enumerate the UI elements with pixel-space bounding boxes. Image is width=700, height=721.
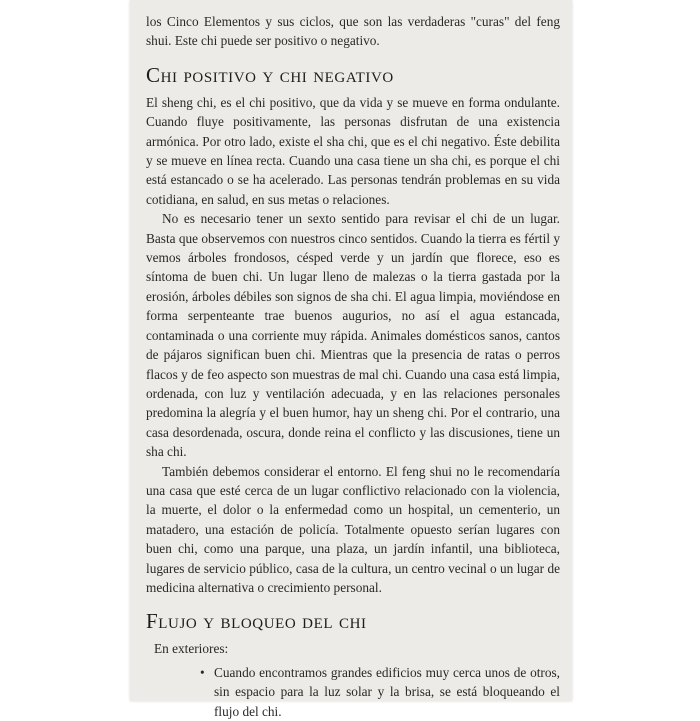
bullet-list — [146, 663, 560, 721]
bullet-icon: • — [200, 664, 205, 680]
list-item-text: Cuando encontramos grandes edificios muy cerca unos de otros, sin espacio para la luz solar y la brisa, se está bloqueando el flujo del chi. — [214, 664, 560, 719]
section-heading-chi-positivo: Chi positivo y chi negativo — [146, 62, 394, 87]
paragraph: También debemos considerar el entorno. El feng shui no le recomendaría una casa que esté cerca de un lugar conflictivo relacionado con la violencia, la muerte, el dolor o la enfermedad como un hospital, un cementerio, un matadero, una estación de policía. Totalmente opuesto serían lugares con buen chi, como una parque, una plaza, un jardín infantil, una biblioteca, lugares de servicio público, casa de la cultura, un centro vecinal o un lugar de medicina alternativa o crecimiento personal. — [146, 463, 560, 595]
section-heading-flujo-bloqueo: Flujo y bloqueo del chi — [146, 609, 367, 634]
page-content — [146, 12, 560, 721]
book-page — [130, 0, 572, 719]
paragraph: No es necesario tener un sexto sentido para revisar el chi de un lugar. Basta que observemos con nuestros cinco sentidos. Cuando la tierra es fértil y vemos árboles frondosos, césped verde y un jardín que florece, eso es síntoma de buen chi. Un lugar lleno de malezas o la tierra gastada por la erosión, árboles débiles son signos de sha chi. El agua limpia, moviéndose en forma serpenteante trae buenos augurios, no así el agua estancada, contaminada o una corriente muy rápida. Animales domésticos sanos, cantos de pájaros significan buen chi. Mientras que la presencia de ratas o perros flacos y de feo aspecto son muestras de mal chi. Cuando una casa está limpia, ordenada, con luz y ventilación adecuada, y en las relaciones personales predomina la alegría y el buen humor, hay un sheng chi. Por el contrario, una casa desordenada, oscura, donde reina el conflicto y las discusiones, tiene un sha chi. — [146, 211, 560, 460]
intro-paragraph: los Cinco Elementos y sus ciclos, que son las verdaderas "curas" del feng shui. Este chi puede ser positivo o negativo. — [146, 14, 560, 49]
lead-text: En exteriores: — [154, 641, 229, 657]
list-item — [200, 663, 560, 721]
paragraph: El sheng chi, es el chi positivo, que da vida y se mueve en forma ondulante. Cuando fluye positivamente, las personas disfrutan de una existencia armónica. Por otro lado, existe el sha chi, que es el chi negativo. Éste debilita y se mueve en línea recta. Cuando una casa tiene un sha chi, es porque el chi está estancado o se ha acelerado. Las personas tendrán problemas en su vida cotidiana, en salud, en sus metas o relaciones. — [146, 94, 560, 207]
